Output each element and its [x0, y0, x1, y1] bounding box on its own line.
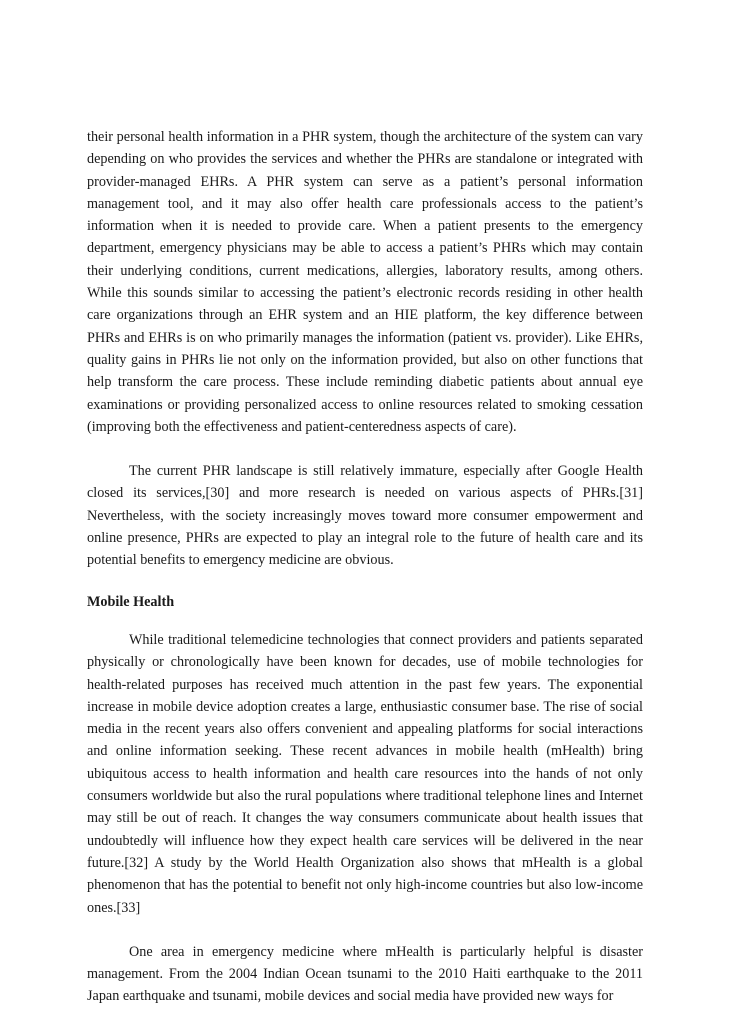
page-content [87, 126, 643, 1008]
paragraph-phr-landscape: The current PHR landscape is still relatively immature, especially after Google Health closed its services,[30] and more research is needed on various aspects of PHRs.[31] Nevertheless, with the society increasingly moves toward more consumer empowerment and online presence, PHRs are expected to play an integral role to the future of health care and its potential benefits to emergency medicine are obvious. [87, 463, 643, 569]
paragraph-disaster-management: One area in emergency medicine where mHealth is particularly helpful is disaster management. From the 2004 Indian Ocean tsunami to the 2010 Haiti earthquake to the 2011 Japan earthquake and tsunami, mobile devices and social media have provided new ways for [87, 943, 643, 1005]
paragraph-mobile-technologies: While traditional telemedicine technologies that connect providers and patients separated physically or chronologically have been known for decades, use of mobile technologies for health-related purposes has received much attention in the past few years. The exponential increase in mobile device adoption creates a large, enthusiastic consumer base. The rise of social media in the recent years also offers convenient and appealing platforms for social interactions and online information seeking. These recent advances in mobile health (mHealth) bring ubiquitous access to health information and health care resources into the hands of not only consumers worldwide but also the rural populations where traditional telephone lines and Internet may still be out of reach. It changes the way consumers communicate about health issues that undoubtedly will influence how they expect health care services will be delivered in the near future.[32] A study by the World Health Organization also shows that mHealth is a global phenomenon that has the potential to benefit not only high-income countries but also low-income ones.[33] [87, 631, 643, 916]
paragraph-phr-system: their personal health information in a PHR system, though the architecture of the system can vary depending on who provides the services and whether the PHRs are standalone or integrated with provider-managed EHRs. A PHR system can serve as a patient’s personal information management tool, and it may also offer health care professionals access to the patient’s information when it is needed to provide care. When a patient presents to the emergency department, emergency physicians may be able to access a patient’s PHRs which may contain their underlying conditions, current medications, allergies, laboratory results, among others. While this sounds similar to accessing the patient’s electronic records residing in other health care organizations through an EHR system and an HIE platform, the key difference between PHRs and EHRs is on who primarily manages the information (patient vs. provider). Like EHRs, quality gains in PHRs lie not only on the information provided, but also on other functions that help transform the care process. These include reminding diabetic patients about annual eye examinations or providing personalized access to online resources related to smoking cessation (improving both the effectiveness and patient-centeredness aspects of care). [87, 129, 643, 435]
section-heading-mobile-health: Mobile Health [87, 593, 175, 610]
